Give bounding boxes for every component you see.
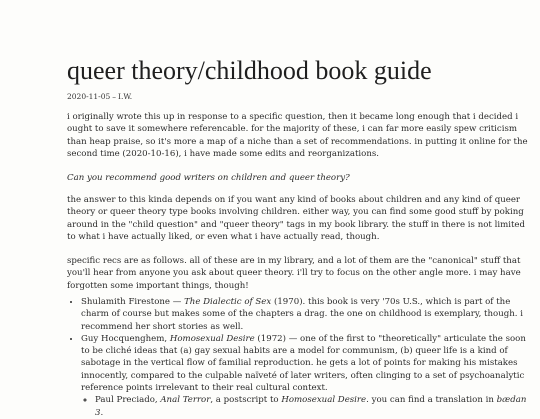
rec-author: Guy Hocquenghem xyxy=(81,333,165,344)
question xyxy=(67,172,529,184)
list-item xyxy=(81,296,529,333)
rec-book: Anal Terror xyxy=(160,395,211,406)
rec-book: The Dialectic of Sex xyxy=(184,297,272,307)
intro-text: i originally wrote this up in response to a specific question, then it became long enough that i decided i ought to save it somewhere referencable. for the majority of these, i can far more easily spew criticism than heap praise, so it's more a map of a niche than a set of recommendations. in putting it online for the second time (2020-10-16), i have made some edits and reorganizations. xyxy=(67,112,528,159)
rec-sep: , xyxy=(164,333,170,344)
intro-paragraph xyxy=(67,111,529,160)
rec-text: , a postscript to xyxy=(210,395,282,406)
rec-author: Paul Preciado xyxy=(95,395,155,406)
rec-year: (1972) xyxy=(254,333,286,344)
post-date: 2020-11-05 xyxy=(67,92,111,101)
recommendation-list xyxy=(67,296,529,419)
answer-paragraph xyxy=(67,194,529,243)
answer-text: the answer to this kinda depends on if you want any kind of books about children and any kind of queer theory or queer theory type books involving children. either way, you can find some good stuff by poking around in the "child question" and "queer theory" tags in my book library. the stuff in there is not limited to what i have actually liked, or even what i have actually read, though. xyxy=(67,195,526,242)
sub-list xyxy=(81,394,529,419)
rec-author: Shulamith Firestone xyxy=(81,297,171,307)
rec-year: (1970) xyxy=(271,297,303,307)
post-meta xyxy=(67,92,132,102)
rec-text: . xyxy=(100,407,104,418)
specific-text: specific recs are as follows. all of these are in my library, and a lot of them are the "canonical" stuff that you'll hear from anyone you ask about queer theory. i'll try to focus on the other angle more. i may have forgotten some important things, though! xyxy=(67,256,521,291)
question-text: Can you recommend good writers on children and queer theory? xyxy=(67,173,350,183)
rec-text: — one of the first to "theoretically" articulate the soon to be cliché ideas that (a) gay sexual habits are a model for communism, (b) queer life is a kind of sabotage in the vertical flow of familial reproduction. he gets a lot of points for making his mistakes innocently, compared to the culpable naïveté of later writers, often clinging to a set of psychoanalytic reference points irrelevant to their real cultural context. xyxy=(81,333,526,394)
post-author: I.W. xyxy=(118,92,133,101)
rec-journal: bædan 3 xyxy=(95,395,527,418)
list-item xyxy=(95,394,529,419)
rec-text: . this book is very '70s U.S., which is part of the charm of course but makes some of the chapters a drag. the one on childhood is exemplary, though. i recommend her short stories as well. xyxy=(81,297,523,332)
rec-book: Homosexual Desire xyxy=(169,333,255,344)
rec-dash: — xyxy=(170,297,185,307)
rec-text: . you can find a translation in xyxy=(366,395,497,406)
rec-book: Homosexual Desire xyxy=(281,395,367,406)
recommendations xyxy=(67,296,529,419)
page-title: queer theory/childhood book guide xyxy=(67,56,432,85)
rec-sep: , xyxy=(154,395,161,406)
specific-paragraph xyxy=(67,255,529,292)
meta-separator: – xyxy=(112,92,116,101)
list-item xyxy=(81,333,529,419)
